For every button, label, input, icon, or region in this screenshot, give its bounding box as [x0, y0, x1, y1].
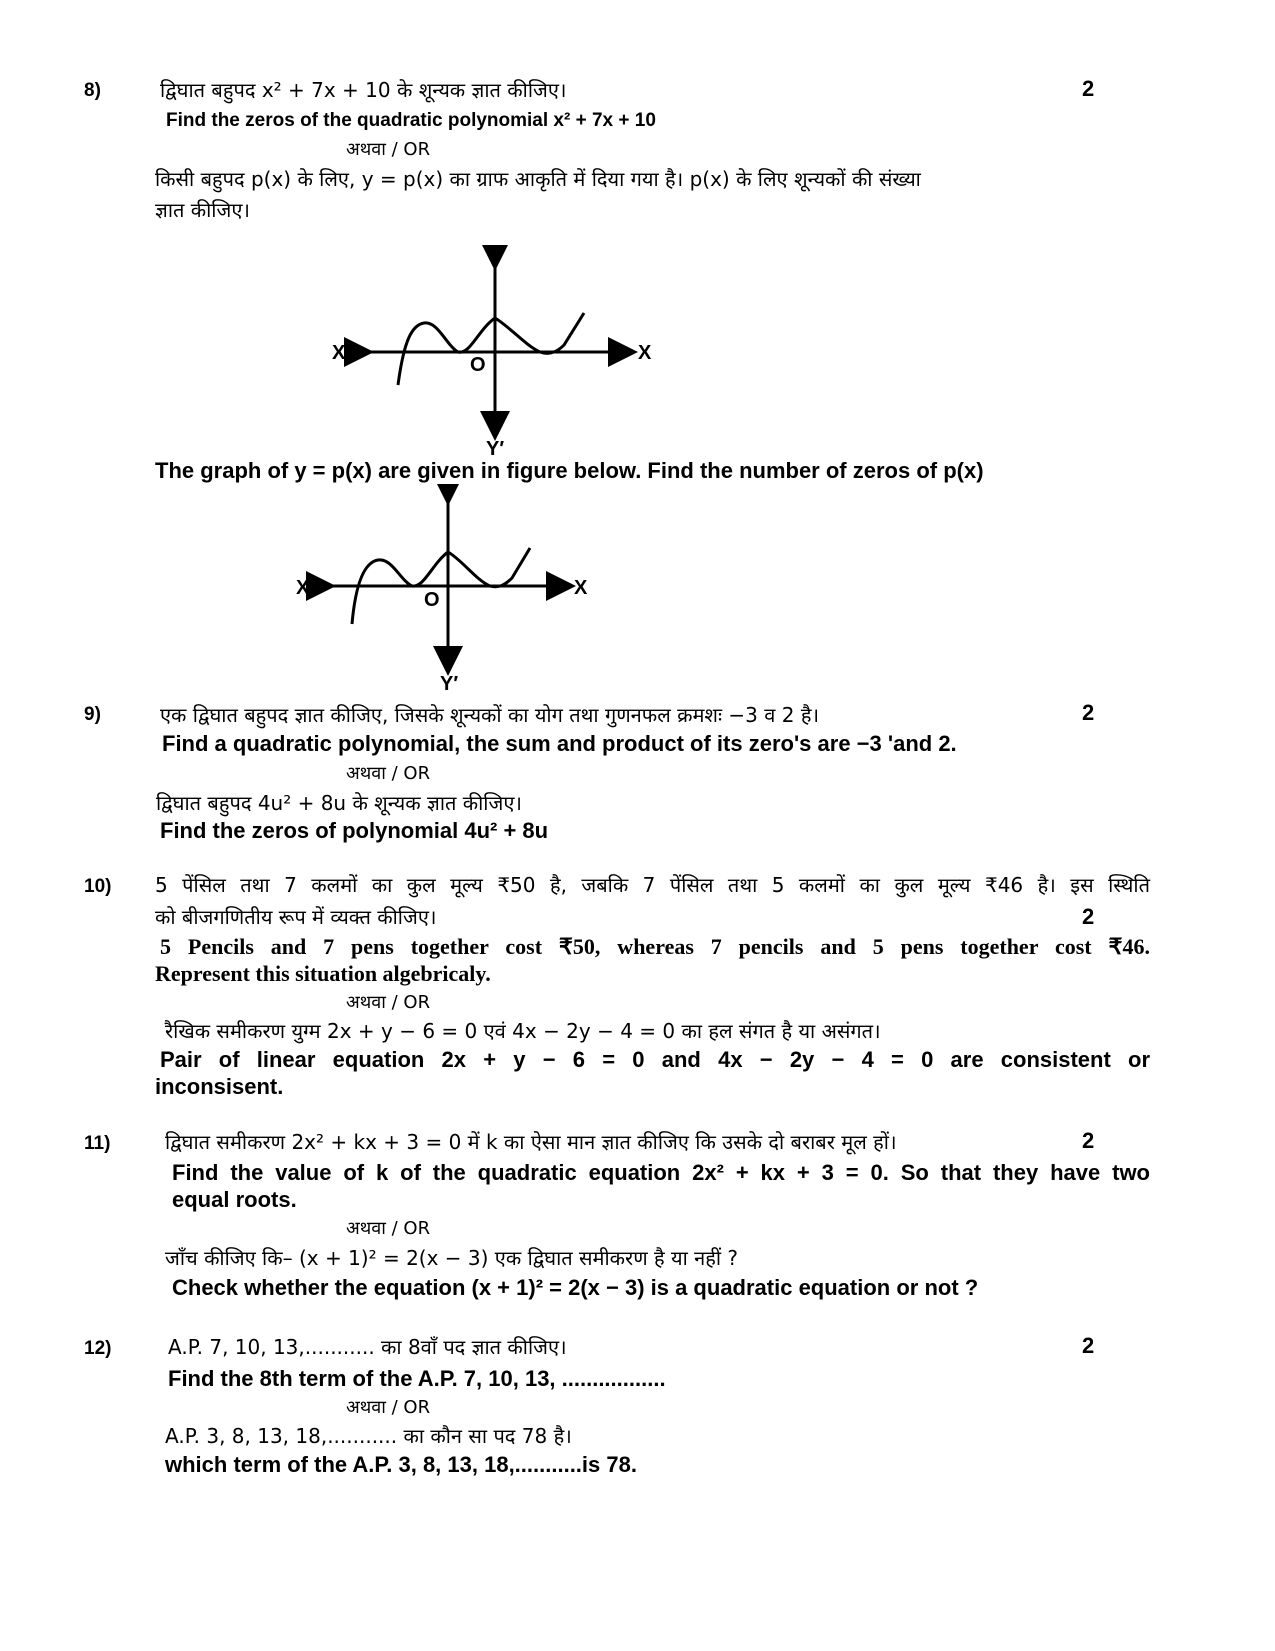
or-label: अथवा / OR — [346, 1397, 431, 1418]
question-english-line1: 5 Pencils and 7 pens together cost ₹50, whereas 7 pencils and 5 pens together cost ₹46. — [160, 934, 1150, 959]
y-pos-label: Y — [486, 246, 500, 268]
question-hindi: द्विघात बहुपद x² + 7x + 10 के शून्यक ज्ञात कीजिए। — [160, 78, 567, 102]
question-marks: 2 — [1082, 700, 1095, 725]
question-hindi: द्विघात समीकरण 2x² + kx + 3 = 0 में k का ऐसा मान ज्ञात कीजिए कि उसके दो बराबर मूल हों। — [165, 1130, 897, 1154]
alt-question-english-line1: Pair of linear equation 2x + y − 6 = 0 and 4x − 2y − 4 = 0 are consistent or — [160, 1047, 1150, 1072]
alt-question-english: Find the zeros of polynomial 4u² + 8u — [160, 818, 549, 843]
question-hindi: A.P. 7, 10, 13,........... का 8वाँ पद ज्ञात कीजिए। — [168, 1335, 567, 1359]
origin-label: O — [470, 354, 486, 376]
alt-question-hindi: A.P. 3, 8, 13, 18,........... का कौन सा पद 78 है। — [165, 1424, 572, 1448]
question-marks: 2 — [1082, 1333, 1095, 1358]
alt-question-hindi: द्विघात बहुपद 4u² + 8u के शून्यक ज्ञात कीजिए। — [156, 791, 522, 815]
question-hindi-line1: 5 पेंसिल तथा 7 कलमों का कुल मूल्य ₹50 है, जबकि 7 पेंसिल तथा 5 कलमों का कुल मूल्य ₹46 है। इस स्थिति — [155, 873, 1150, 897]
question-marks: 2 — [1082, 76, 1095, 101]
question-english: Find the zeros of the quadratic polynomial x² + 7x + 10 — [166, 110, 656, 131]
question-number: 10) — [84, 876, 112, 897]
or-label: अथवा / OR — [346, 992, 431, 1013]
question-english-line2: Represent this situation algebricaly. — [155, 961, 491, 986]
or-label: अथवा / OR — [346, 763, 431, 784]
question-marks: 2 — [1082, 904, 1095, 929]
alt-question-english-line2: inconsisent. — [155, 1074, 284, 1099]
alt-question-english: which term of the A.P. 3, 8, 13, 18,...........is 78. — [165, 1452, 637, 1477]
question-hindi-line2: को बीजगणितीय रूप में व्यक्त कीजिए। — [155, 905, 437, 929]
polynomial-graph — [320, 245, 670, 460]
question-english-line1: Find the value of k of the quadratic equation 2x² + kx + 3 = 0. So that they have two — [172, 1160, 1150, 1185]
x-neg-label: X′ — [332, 342, 351, 364]
question-number: 11) — [84, 1133, 111, 1154]
x-neg-label: X′ — [296, 577, 315, 599]
or-label: अथवा / OR — [346, 139, 431, 160]
alt-question-hindi-line1: किसी बहुपद p(x) के लिए, y = p(x) का ग्राफ आकृति में दिया गया है। p(x) के लिए शून्यकों की संख्या — [155, 167, 921, 191]
x-pos-label: X — [574, 577, 588, 599]
x-pos-label: X — [638, 342, 652, 364]
origin-label: O — [424, 589, 440, 611]
question-number: 8) — [84, 80, 101, 101]
curve — [398, 313, 584, 385]
alt-question-english: The graph of y = p(x) are given in figure below. Find the number of zeros of p(x) — [155, 458, 984, 483]
alt-question-hindi-line2: ज्ञात कीजिए। — [155, 198, 250, 222]
question-english-line2: equal roots. — [172, 1187, 297, 1212]
question-english: Find the 8th term of the A.P. 7, 10, 13, ................. — [168, 1366, 666, 1391]
or-label: अथवा / OR — [346, 1218, 431, 1239]
y-neg-label: Y′ — [440, 673, 459, 694]
question-number: 9) — [84, 704, 101, 725]
question-english: Find a quadratic polynomial, the sum and product of its zero's are −3 'and 2. — [162, 731, 957, 756]
question-hindi: एक द्विघात बहुपद ज्ञात कीजिए, जिसके शून्यकों का योग तथा गुणनफल क्रमशः −3 व 2 है। — [160, 703, 820, 727]
y-pos-label: Y — [440, 484, 454, 505]
question-number: 12) — [84, 1338, 112, 1359]
polynomial-graph — [290, 484, 610, 694]
alt-question-english: Check whether the equation (x + 1)² = 2(x − 3) is a quadratic equation or not ? — [172, 1275, 979, 1300]
alt-question-hindi: जाँच कीजिए कि– (x + 1)² = 2(x − 3) एक द्विघात समीकरण है या नहीं ? — [165, 1246, 739, 1270]
question-marks: 2 — [1082, 1128, 1095, 1153]
y-neg-label: Y′ — [486, 438, 505, 460]
alt-question-hindi: रैखिक समीकरण युग्म 2x + y − 6 = 0 एवं 4x − 2y − 4 = 0 का हल संगत है या असंगत। — [165, 1019, 881, 1043]
